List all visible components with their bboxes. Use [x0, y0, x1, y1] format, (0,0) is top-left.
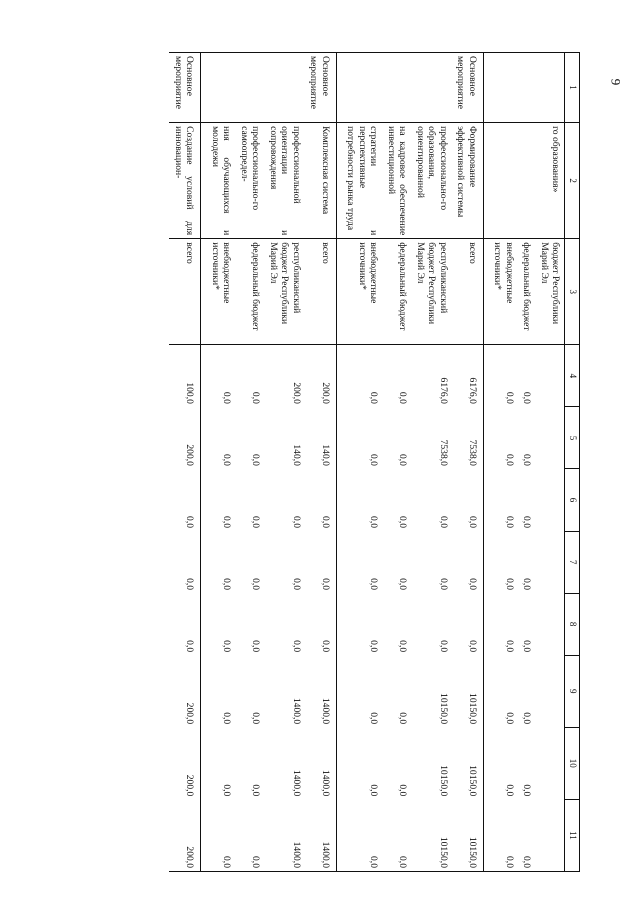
funding-source-cell: всего: [305, 239, 337, 345]
amount-cell: 1400,0: [290, 769, 302, 797]
table-row: [336, 53, 382, 872]
amount-cell: 7538,0: [466, 439, 478, 466]
funding-source-cell: всего: [169, 239, 201, 345]
amount-cell: 0,0: [336, 407, 382, 469]
header-cell: 2: [565, 123, 580, 239]
amount-cell: 0,0: [201, 799, 236, 871]
amount-cell: 0,0: [201, 593, 236, 655]
amount-cell: 1400,0: [264, 799, 305, 871]
event-name-cell: [518, 123, 536, 239]
amount-cell: 0,0: [397, 453, 409, 466]
event-name-cell: Комплексная система: [305, 123, 337, 239]
amount-cell: 0,0: [201, 345, 236, 407]
amount-cell: 0,0: [250, 516, 262, 529]
amount-cell: 0,0: [437, 578, 449, 591]
event-name-cell: стратегии и перспективные потребности рынка труда: [336, 123, 382, 239]
header-cell: 7: [565, 531, 580, 593]
amount-cell: 0,0: [250, 453, 262, 466]
amount-cell: 140,0: [290, 444, 302, 466]
event-type-cell: [336, 53, 382, 123]
amount-cell: 200,0: [184, 444, 196, 466]
amount-cell: [535, 469, 565, 531]
table-row: [483, 53, 518, 872]
amount-cell: 0,0: [483, 727, 518, 799]
amount-cell: 0,0: [336, 799, 382, 871]
amount-cell: 0,0: [466, 640, 478, 653]
amount-cell: 0,0: [184, 640, 196, 653]
amount-cell: 10150,0: [411, 799, 452, 871]
amount-cell: 0,0: [336, 727, 382, 799]
amount-cell: 0,0: [521, 712, 533, 725]
amount-cell: 0,0: [201, 407, 236, 469]
amount-cell: [535, 531, 565, 593]
amount-cell: 0,0: [336, 655, 382, 727]
event-name-cell: го образования»: [535, 123, 565, 239]
rotated-page: [120, 52, 580, 872]
amount-cell: 0,0: [250, 391, 262, 404]
amount-cell: [535, 593, 565, 655]
event-type-cell: [382, 53, 411, 123]
amount-cell: [535, 799, 565, 871]
header-cell: 10: [565, 727, 580, 799]
table-row: [235, 53, 264, 872]
header-cell: 6: [565, 469, 580, 531]
amount-cell: 0,0: [521, 784, 533, 797]
amount-cell: 0,0: [290, 640, 302, 653]
event-type-cell: Основное мероприятие: [305, 53, 337, 123]
funding-source-cell: республиканский бюджет Республики Марий Эл: [411, 239, 452, 345]
amount-cell: 0,0: [201, 469, 236, 531]
amount-cell: 1400,0: [319, 769, 331, 797]
amount-cell: 10150,0: [466, 693, 478, 725]
amount-cell: 0,0: [201, 727, 236, 799]
amount-cell: 0,0: [483, 593, 518, 655]
amount-cell: 0,0: [397, 640, 409, 653]
amount-cell: 0,0: [521, 391, 533, 404]
amount-cell: 0,0: [397, 578, 409, 591]
table-row: [264, 53, 305, 872]
amount-cell: 100,0: [184, 382, 196, 404]
amount-cell: 0,0: [382, 799, 411, 871]
event-name-cell: [483, 123, 518, 239]
event-name-cell: профессионально-го образования, ориентированной: [411, 123, 452, 239]
amount-cell: 0,0: [521, 453, 533, 466]
amount-cell: [535, 345, 565, 407]
amount-cell: 0,0: [397, 516, 409, 529]
amount-cell: 7538,0: [437, 439, 449, 466]
amount-cell: 0,0: [336, 593, 382, 655]
funding-source-cell: внебюджетные источники*: [201, 239, 236, 345]
amount-cell: 0,0: [235, 799, 264, 871]
amount-cell: 0,0: [521, 640, 533, 653]
amount-cell: 10150,0: [452, 799, 484, 871]
amount-cell: 10150,0: [466, 765, 478, 797]
amount-cell: 0,0: [437, 640, 449, 653]
page-number: 9: [608, 78, 624, 86]
amount-cell: 140,0: [319, 444, 331, 466]
header-cell: 8: [565, 593, 580, 655]
header-cell: 3: [565, 239, 580, 345]
amount-cell: 0,0: [319, 578, 331, 591]
event-name-cell: Создание условий для инновацион-: [169, 123, 201, 239]
funding-source-cell: федеральный бюджет: [518, 239, 536, 345]
funding-source-cell: всего: [452, 239, 484, 345]
amount-cell: 0,0: [184, 516, 196, 529]
header-cell: 1: [565, 53, 580, 123]
table-row: [305, 53, 337, 872]
amount-cell: 0,0: [466, 516, 478, 529]
amount-cell: 0,0: [319, 516, 331, 529]
amount-cell: 0,0: [184, 578, 196, 591]
amount-cell: 0,0: [483, 345, 518, 407]
amount-cell: 0,0: [250, 712, 262, 725]
amount-cell: [535, 727, 565, 799]
amount-cell: 1400,0: [290, 697, 302, 725]
event-name-cell: профессиональной ориентации и сопровождения: [264, 123, 305, 239]
amount-cell: 1400,0: [305, 799, 337, 871]
amount-cell: 0,0: [483, 407, 518, 469]
event-name-cell: Формирование эффективной системы: [452, 123, 484, 239]
table-row: [382, 53, 411, 872]
amount-cell: 200,0: [319, 382, 331, 404]
amount-cell: [535, 655, 565, 727]
event-type-cell: Основное мероприятие: [169, 53, 201, 123]
funding-source-cell: внебюджетные источники*: [483, 239, 518, 345]
table-row: [169, 53, 201, 872]
table-body: [169, 53, 579, 872]
amount-cell: 0,0: [336, 531, 382, 593]
funding-source-cell: внебюджетные источники*: [336, 239, 382, 345]
amount-cell: [535, 407, 565, 469]
amount-cell: 10150,0: [437, 693, 449, 725]
table-row: [452, 53, 484, 872]
amount-cell: 0,0: [521, 578, 533, 591]
table-row: [535, 53, 565, 872]
event-type-cell: [201, 53, 236, 123]
amount-cell: 0,0: [397, 784, 409, 797]
event-type-cell: [411, 53, 452, 123]
event-name-cell: на кадровое обеспечение инвестиционной: [382, 123, 411, 239]
amount-cell: 0,0: [201, 531, 236, 593]
amount-cell: 0,0: [521, 516, 533, 529]
header-cell: 11: [565, 799, 580, 871]
funding-source-cell: федеральный бюджет: [382, 239, 411, 345]
funding-source-cell: бюджет Республики Марий Эл: [535, 239, 565, 345]
amount-cell: 0,0: [250, 578, 262, 591]
event-type-cell: [235, 53, 264, 123]
amount-cell: 0,0: [518, 799, 536, 871]
amount-cell: 0,0: [483, 799, 518, 871]
amount-cell: 0,0: [483, 531, 518, 593]
amount-cell: 0,0: [250, 640, 262, 653]
budget-table: [169, 52, 580, 872]
amount-cell: 200,0: [290, 382, 302, 404]
amount-cell: 0,0: [483, 655, 518, 727]
amount-cell: 0,0: [319, 640, 331, 653]
amount-cell: 0,0: [397, 391, 409, 404]
event-type-cell: Основное мероприятие: [452, 53, 484, 123]
amount-cell: 0,0: [466, 578, 478, 591]
table-row: [518, 53, 536, 872]
amount-cell: 200,0: [184, 774, 196, 797]
header-cell: 5: [565, 407, 580, 469]
table-row: [411, 53, 452, 872]
amount-cell: 10150,0: [437, 765, 449, 797]
amount-cell: 0,0: [290, 516, 302, 529]
amount-cell: 0,0: [250, 784, 262, 797]
event-type-cell: [264, 53, 305, 123]
table-row: [201, 53, 236, 872]
amount-cell: 200,0: [169, 799, 201, 871]
header-cell: 9: [565, 655, 580, 727]
event-type-cell: [483, 53, 518, 123]
amount-cell: 0,0: [483, 469, 518, 531]
event-name-cell: профессионально-го самоопредел-: [235, 123, 264, 239]
event-type-cell: [535, 53, 565, 123]
funding-source-cell: республиканский бюджет Республики Марий Эл: [264, 239, 305, 345]
amount-cell: 0,0: [290, 578, 302, 591]
amount-cell: 200,0: [184, 702, 196, 725]
amount-cell: 0,0: [437, 516, 449, 529]
amount-cell: 0,0: [336, 469, 382, 531]
amount-cell: 0,0: [397, 712, 409, 725]
funding-source-cell: федеральный бюджет: [235, 239, 264, 345]
amount-cell: 6176,0: [437, 377, 449, 404]
amount-cell: 6176,0: [466, 377, 478, 404]
amount-cell: 0,0: [336, 345, 382, 407]
header-cell: 4: [565, 345, 580, 407]
amount-cell: 0,0: [201, 655, 236, 727]
amount-cell: 1400,0: [319, 697, 331, 725]
event-type-cell: [518, 53, 536, 123]
header-row: [565, 53, 580, 872]
event-name-cell: ния обучающихся и молодежи: [201, 123, 236, 239]
